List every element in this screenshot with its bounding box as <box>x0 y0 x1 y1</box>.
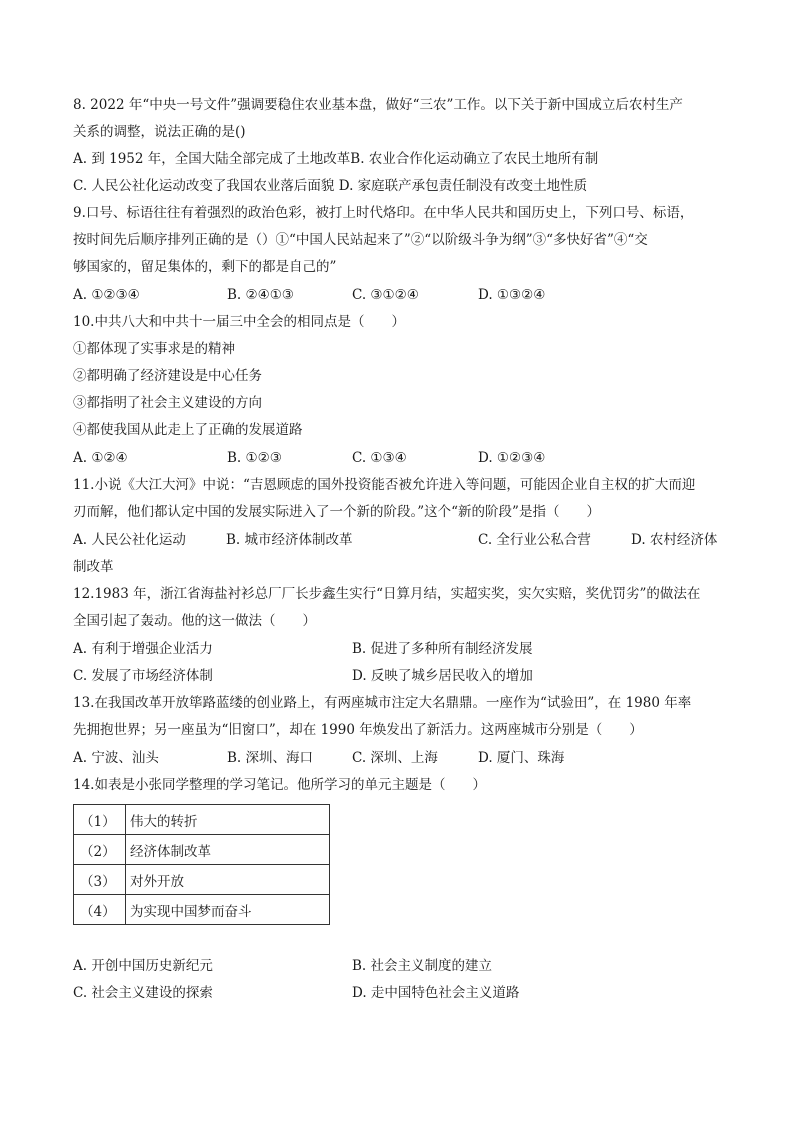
table-row <box>74 805 330 835</box>
q9-stem-line1: 9.口号、标语往往有着强烈的政治色彩，被打上时代烙印。在中华人民共和国历史上，下列口号、标语， <box>73 205 694 221</box>
q8-options-line2: C. 人民公社化运动改变了我国农业落后面貌 D. 家庭联产承包责任制没有改变土地性质 <box>73 178 588 194</box>
table-row <box>74 895 330 925</box>
q8-stem-line2: 关系的调整，说法正确的是() <box>73 124 246 140</box>
table-cell-num: （4） <box>74 895 126 925</box>
q10-item-4: ④都使我国从此走上了正确的发展道路 <box>73 422 303 438</box>
table-cell-text: 对外开放 <box>126 865 330 895</box>
q12-stem-line2: 全国引起了轰动。他的这一做法（ ） <box>73 613 316 629</box>
q9-option-d: D. ①③②④ <box>478 287 546 303</box>
table-row <box>74 865 330 895</box>
q14-stem: 14.如表是小张同学整理的学习笔记。他所学习的单元主题是（ ） <box>73 777 486 793</box>
q10-item-1: ①都体现了实事求是的精神 <box>73 341 235 357</box>
q11-stem-line2: 刃而解，他们都认定中国的发展实际进入了一个新的阶段。”这个“新的阶段”是指（ ） <box>73 504 600 520</box>
q13-stem-line2: 先拥抱世界；另一座虽为“旧窗口”，却在 1990 年焕发出了新活力。这两座城市分别是（ ） <box>73 722 643 738</box>
q8-stem-line1: 8. 2022 年“中央一号文件”强调要稳住农业基本盘，做好“三农”工作。以下关于新中国成立后农村生产 <box>73 97 683 113</box>
q12-option-c: C. 发展了市场经济体制 <box>73 668 213 684</box>
q10-item-2: ②都明确了经济建设是中心任务 <box>73 368 262 384</box>
q12-option-d: D. 反映了城乡居民收入的增加 <box>352 668 533 684</box>
table-cell-text: 为实现中国梦而奋斗 <box>126 895 330 925</box>
q11-stem-line1: 11.小说《大江大河》中说：“吉恩顾虑的国外投资能否被允许进入等问题，可能因企业自主权的扩大而迎 <box>73 477 696 493</box>
table-row <box>74 835 330 865</box>
q11-option-c: C. 全行业公私合营 <box>478 532 591 548</box>
q14-option-d: D. 走中国特色社会主义道路 <box>352 985 520 1001</box>
table-cell-num: （2） <box>74 835 126 865</box>
q12-option-b: B. 促进了多种所有制经济发展 <box>352 641 533 657</box>
q11-option-d-continued: 制改革 <box>73 559 114 575</box>
q12-stem-line1: 12.1983 年，浙江省海盐衬衫总厂厂长步鑫生实行“日算月结，实超实奖，实欠实赔，奖优罚劣”的做法在 <box>73 586 701 602</box>
q10-option-d: D. ①②③④ <box>478 450 546 466</box>
q13-option-b: B. 深圳、海口 <box>227 750 314 766</box>
q13-option-a: A. 宁波、汕头 <box>73 750 159 766</box>
table-cell-num: （3） <box>74 865 126 895</box>
q10-option-b: B. ①②③ <box>227 450 282 466</box>
q9-option-a: A. ①②③④ <box>73 287 140 303</box>
q9-stem-line3: 够国家的，留足集体的，剩下的都是自己的” <box>73 259 337 275</box>
q14-option-a: A. 开创中国历史新纪元 <box>73 958 213 974</box>
q11-option-b: B. 城市经济体制改革 <box>226 532 353 548</box>
q12-option-a: A. 有利于增强企业活力 <box>73 641 213 657</box>
q11-option-a: A. 人民公社化运动 <box>73 532 186 548</box>
table-cell-text: 经济体制改革 <box>126 835 330 865</box>
q11-option-d: D. 农村经济体 <box>631 532 718 548</box>
q13-stem-line1: 13.在我国改革开放筚路蓝缕的创业路上，有两座城市注定大名鼎鼎。一座作为“试验田”，在 1980 年率 <box>73 695 692 711</box>
q14-option-c: C. 社会主义建设的探索 <box>73 985 213 1001</box>
table-cell-text: 伟大的转折 <box>126 805 330 835</box>
q10-option-c: C. ①③④ <box>352 450 407 466</box>
table-cell-num: （1） <box>74 805 126 835</box>
q10-item-3: ③都指明了社会主义建设的方向 <box>73 395 262 411</box>
q13-option-c: C. 深圳、上海 <box>352 750 438 766</box>
q10-option-a: A. ①②④ <box>73 450 128 466</box>
q13-option-d: D. 厦门、珠海 <box>478 750 565 766</box>
q14-option-b: B. 社会主义制度的建立 <box>352 958 493 974</box>
q9-option-c: C. ③①②④ <box>352 287 419 303</box>
study-notes-table <box>73 804 330 925</box>
q9-stem-line2: 按时间先后顺序排列正确的是（）①“中国人民站起来了”②“以阶级斗争为纲”③“多快好省”④“交 <box>73 232 648 248</box>
q10-stem: 10.中共八大和中共十一届三中全会的相同点是（ ） <box>73 314 405 330</box>
q8-options-line1: A. 到 1952 年，全国大陆全部完成了土地改革B. 农业合作化运动确立了农民土地所有制 <box>73 151 599 167</box>
q9-option-b: B. ②④①③ <box>227 287 294 303</box>
